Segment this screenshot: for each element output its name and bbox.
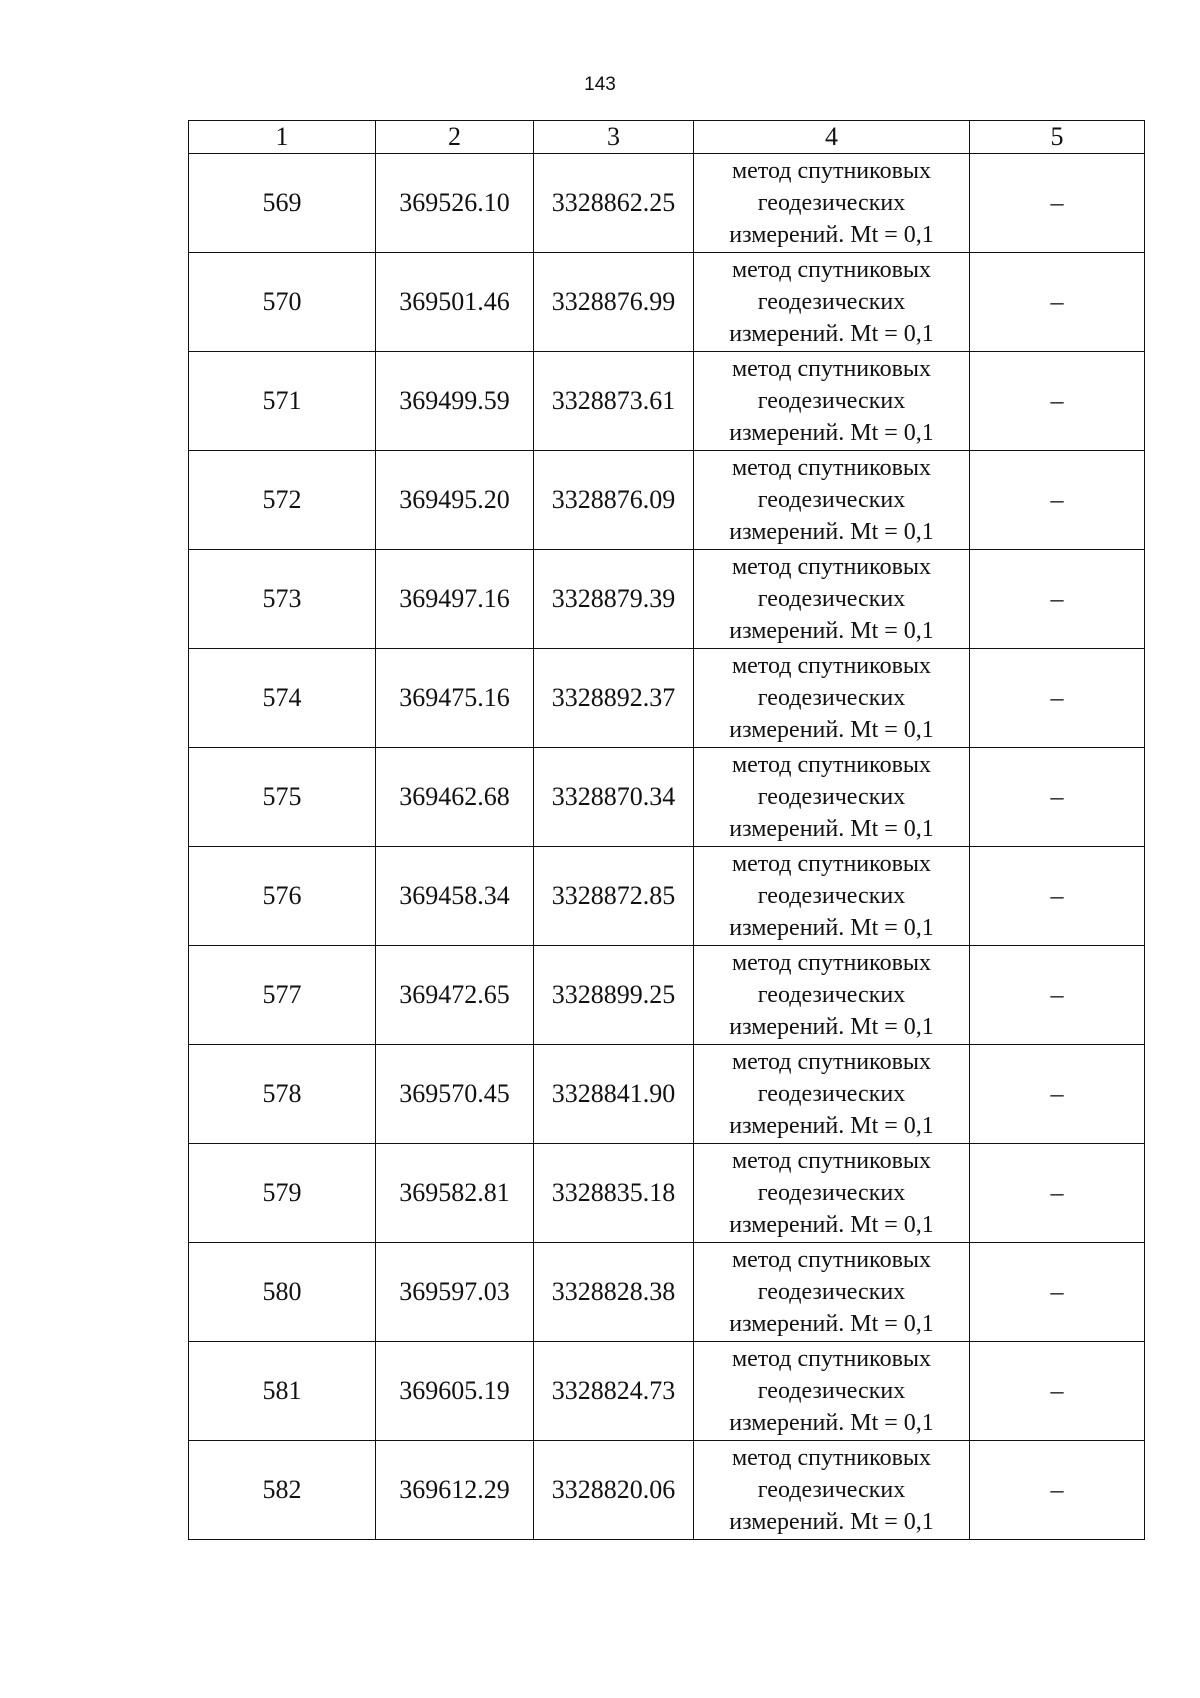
method-line: геодезических [757, 685, 906, 711]
point-number: 578 [189, 1045, 376, 1144]
method-description [694, 1045, 970, 1144]
note-cell: – [970, 649, 1145, 748]
table-row [189, 1243, 1145, 1342]
method-description [694, 253, 970, 352]
method-line: метод спутниковых [731, 752, 932, 778]
coordinate-x: 369526.10 [376, 154, 534, 253]
coordinate-y: 3328892.37 [534, 649, 694, 748]
method-description [694, 1144, 970, 1243]
point-number: 576 [189, 847, 376, 946]
method-line: геодезических [757, 1378, 906, 1404]
note-cell: – [970, 253, 1145, 352]
point-number: 571 [189, 352, 376, 451]
method-line: измерений. Mt = 0,1 [729, 222, 934, 248]
method-line: метод спутниковых [731, 554, 932, 580]
method-line: метод спутниковых [731, 455, 932, 481]
point-number: 577 [189, 946, 376, 1045]
coordinate-y: 3328870.34 [534, 748, 694, 847]
coordinate-y: 3328873.61 [534, 352, 694, 451]
table-row [189, 649, 1145, 748]
coordinate-y: 3328828.38 [534, 1243, 694, 1342]
method-line: измерений. Mt = 0,1 [729, 321, 934, 347]
method-line: геодезических [757, 982, 906, 1008]
method-line: геодезических [757, 487, 906, 513]
method-description [694, 352, 970, 451]
page-number: 143 [584, 74, 616, 95]
method-line: геодезических [757, 388, 906, 414]
method-line: метод спутниковых [731, 158, 932, 184]
table-row [189, 1045, 1145, 1144]
coordinates-table [188, 120, 1145, 1540]
point-number: 570 [189, 253, 376, 352]
method-line: метод спутниковых [731, 950, 932, 976]
coordinate-x: 369605.19 [376, 1342, 534, 1441]
note-cell: – [970, 1045, 1145, 1144]
method-description [694, 154, 970, 253]
method-line: измерений. Mt = 0,1 [729, 1509, 934, 1535]
table-row [189, 154, 1145, 253]
coordinate-x: 369612.29 [376, 1441, 534, 1540]
point-number: 580 [189, 1243, 376, 1342]
coordinate-x: 369497.16 [376, 550, 534, 649]
table-row [189, 946, 1145, 1045]
table-row [189, 748, 1145, 847]
note-cell: – [970, 550, 1145, 649]
method-line: метод спутниковых [731, 1346, 932, 1372]
method-line: метод спутниковых [731, 356, 932, 382]
coordinate-x: 369472.65 [376, 946, 534, 1045]
note-cell: – [970, 847, 1145, 946]
method-line: геодезических [757, 1180, 906, 1206]
header-col-4: 4 [694, 121, 970, 154]
note-cell: – [970, 352, 1145, 451]
method-line: измерений. Mt = 0,1 [729, 519, 934, 545]
note-cell: – [970, 1441, 1145, 1540]
point-number: 573 [189, 550, 376, 649]
note-cell: – [970, 154, 1145, 253]
method-line: измерений. Mt = 0,1 [729, 1311, 934, 1337]
method-line: геодезических [757, 883, 906, 909]
coordinate-x: 369462.68 [376, 748, 534, 847]
note-cell: – [970, 1342, 1145, 1441]
header-col-1: 1 [189, 121, 376, 154]
method-line: метод спутниковых [731, 851, 932, 877]
method-description [694, 649, 970, 748]
table-body [189, 154, 1145, 1540]
note-cell: – [970, 1243, 1145, 1342]
table-row [189, 550, 1145, 649]
method-description [694, 847, 970, 946]
table-row [189, 352, 1145, 451]
header-row [189, 121, 1145, 154]
coordinate-x: 369458.34 [376, 847, 534, 946]
coordinate-y: 3328862.25 [534, 154, 694, 253]
method-line: геодезических [757, 289, 906, 315]
coordinate-y: 3328824.73 [534, 1342, 694, 1441]
coordinate-x: 369499.59 [376, 352, 534, 451]
point-number: 582 [189, 1441, 376, 1540]
method-line: геодезических [757, 1279, 906, 1305]
method-line: измерений. Mt = 0,1 [729, 816, 934, 842]
note-cell: – [970, 451, 1145, 550]
method-description [694, 451, 970, 550]
method-description [694, 1243, 970, 1342]
point-number: 581 [189, 1342, 376, 1441]
method-line: измерений. Mt = 0,1 [729, 915, 934, 941]
coordinate-x: 369495.20 [376, 451, 534, 550]
method-description [694, 748, 970, 847]
method-line: геодезических [757, 190, 906, 216]
method-line: геодезических [757, 1081, 906, 1107]
coordinate-y: 3328879.39 [534, 550, 694, 649]
method-line: метод спутниковых [731, 1445, 932, 1471]
point-number: 574 [189, 649, 376, 748]
header-col-5: 5 [970, 121, 1145, 154]
table-row [189, 1144, 1145, 1243]
coordinate-x: 369570.45 [376, 1045, 534, 1144]
method-line: метод спутниковых [731, 1148, 932, 1174]
coordinate-y: 3328899.25 [534, 946, 694, 1045]
method-line: геодезических [757, 586, 906, 612]
method-description [694, 1441, 970, 1540]
table-row [189, 1441, 1145, 1540]
coordinate-x: 369501.46 [376, 253, 534, 352]
method-line: измерений. Mt = 0,1 [729, 1014, 934, 1040]
coordinate-y: 3328876.99 [534, 253, 694, 352]
method-line: измерений. Mt = 0,1 [729, 618, 934, 644]
note-cell: – [970, 946, 1145, 1045]
note-cell: – [970, 748, 1145, 847]
method-line: измерений. Mt = 0,1 [729, 717, 934, 743]
method-description [694, 1342, 970, 1441]
method-line: геодезических [757, 784, 906, 810]
coordinate-y: 3328876.09 [534, 451, 694, 550]
coordinate-x: 369582.81 [376, 1144, 534, 1243]
method-line: метод спутниковых [731, 257, 932, 283]
method-line: метод спутниковых [731, 1247, 932, 1273]
coordinate-x: 369597.03 [376, 1243, 534, 1342]
method-description [694, 550, 970, 649]
coordinate-y: 3328835.18 [534, 1144, 694, 1243]
table-row [189, 253, 1145, 352]
table-header [189, 121, 1145, 154]
method-line: измерений. Mt = 0,1 [729, 1113, 934, 1139]
method-line: измерений. Mt = 0,1 [729, 1410, 934, 1436]
coordinate-y: 3328872.85 [534, 847, 694, 946]
table-row [189, 1342, 1145, 1441]
method-line: метод спутниковых [731, 1049, 932, 1075]
coordinate-x: 369475.16 [376, 649, 534, 748]
point-number: 572 [189, 451, 376, 550]
method-line: геодезических [757, 1477, 906, 1503]
point-number: 569 [189, 154, 376, 253]
point-number: 575 [189, 748, 376, 847]
table-row [189, 847, 1145, 946]
method-line: измерений. Mt = 0,1 [729, 1212, 934, 1238]
point-number: 579 [189, 1144, 376, 1243]
method-line: измерений. Mt = 0,1 [729, 420, 934, 446]
header-col-3: 3 [534, 121, 694, 154]
method-description [694, 946, 970, 1045]
coordinate-y: 3328820.06 [534, 1441, 694, 1540]
method-line: метод спутниковых [731, 653, 932, 679]
table-row [189, 451, 1145, 550]
coordinate-y: 3328841.90 [534, 1045, 694, 1144]
header-col-2: 2 [376, 121, 534, 154]
note-cell: – [970, 1144, 1145, 1243]
